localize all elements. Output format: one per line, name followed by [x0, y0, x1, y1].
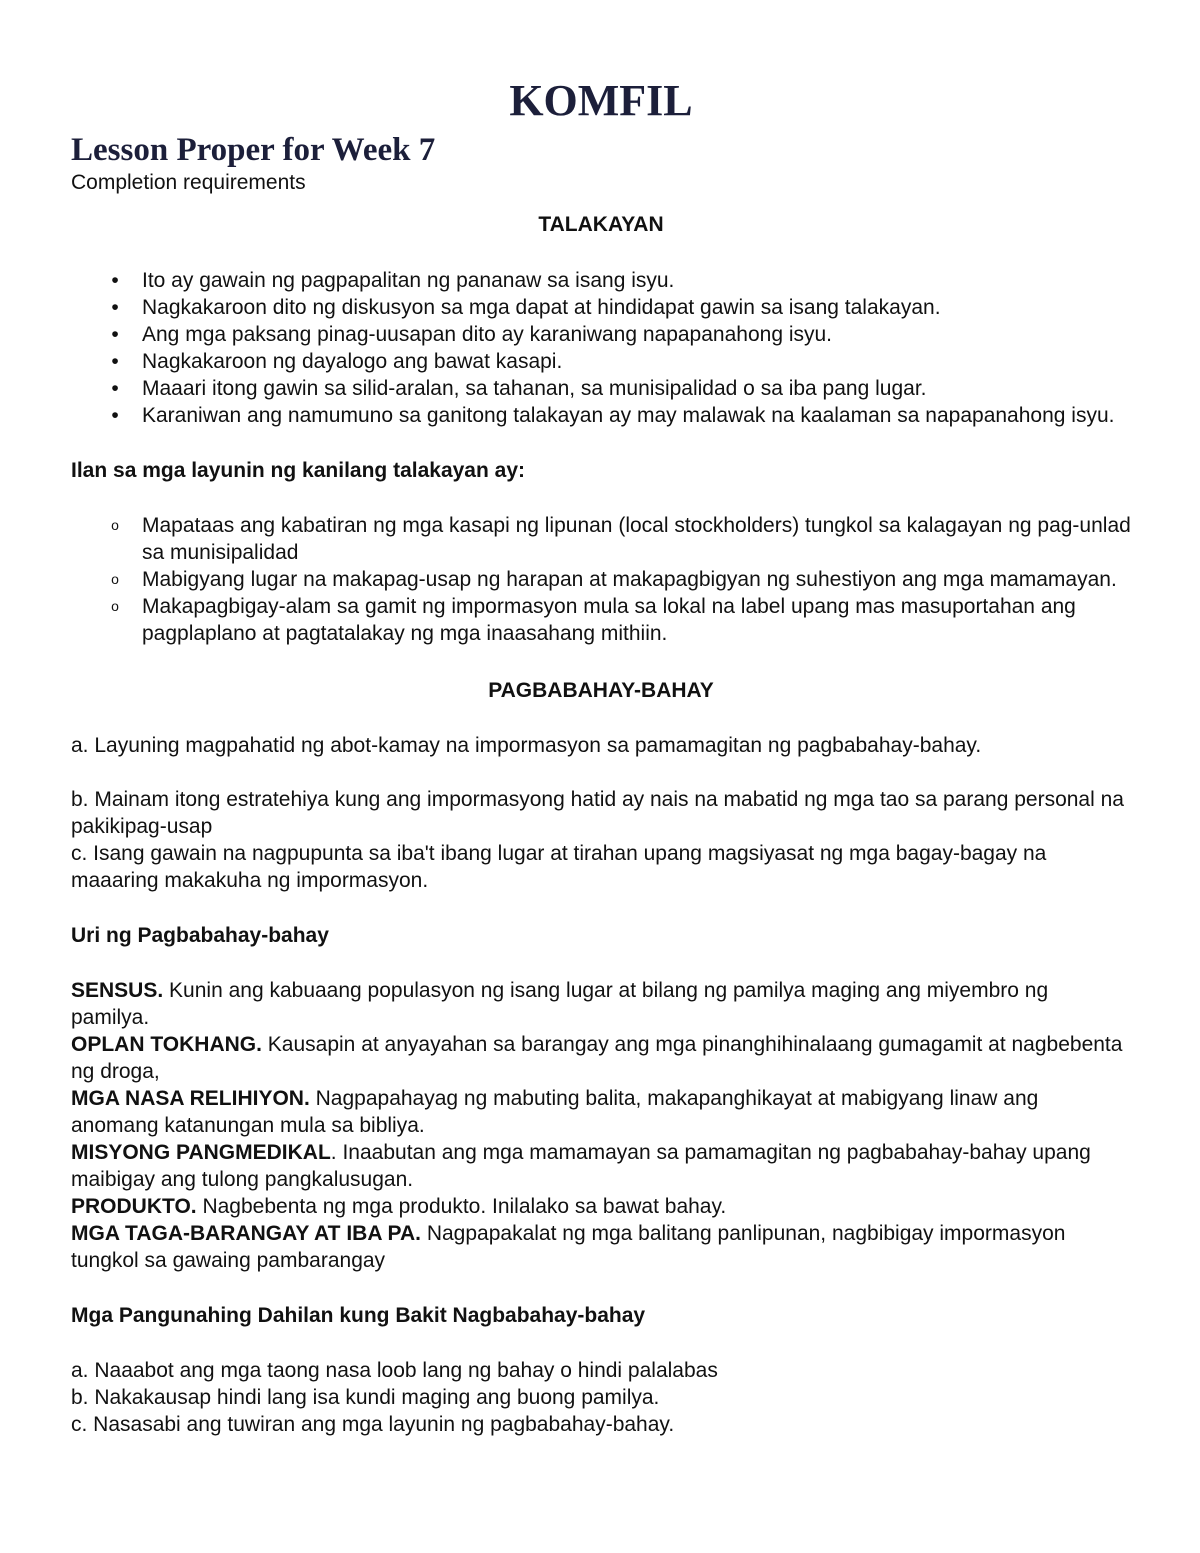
bullet-icon: • — [111, 350, 119, 373]
talakayan-bullet-list — [71, 267, 1131, 429]
list-item: • Karaniwan ang namumuno sa ganitong talakayan ay may malawak na kaalaman sa napapanahong isyu. — [71, 402, 1131, 429]
bullet-icon: • — [111, 296, 119, 319]
list-item: • Nagkakaroon ng dayalogo ang bawat kasapi. — [71, 348, 1131, 375]
list-item: • Maaari itong gawin sa silid-aralan, sa tahanan, sa munisipalidad o sa iba pang lugar. — [71, 375, 1131, 402]
circle-bullet-icon: o — [111, 571, 119, 587]
bullet-icon: • — [111, 377, 119, 400]
list-item: • Nagkakaroon dito ng diskusyon sa mga dapat at hindidapat gawin sa isang talakayan. — [71, 294, 1131, 321]
list-item: MGA TAGA-BARANGAY AT IBA PA. Nagpapakalat ng mga balitang panlipunan, nagbibigay impormasyon tungkol sa gawaing pambarangay — [71, 1222, 1066, 1272]
dahilan-heading: Mga Pangunahing Dahilan kung Bakit Nagbabahay-bahay — [71, 1304, 646, 1327]
list-item: OPLAN TOKHANG. Kausapin at anyayahan sa barangay ang mga pinanghihinalaang gumagamit at nagbebenta ng droga, — [71, 1033, 1123, 1083]
layunin-heading: Ilan sa mga layunin ng kanilang talakayan ay: — [71, 459, 525, 482]
type-label: MGA TAGA-BARANGAY AT IBA PA. — [71, 1222, 421, 1245]
bullet-icon: • — [111, 323, 119, 346]
list-item: • Ang mga paksang pinag-uusapan dito ay karaniwang napapanahong isyu. — [71, 321, 1131, 348]
pagbabahay-item-c: c. Isang gawain na nagpupunta sa iba't ibang lugar at tirahan upang magsiyasat ng mga bagay-bagay na maaaring makakuha ng impormasyon. — [71, 842, 1047, 892]
list-item: PRODUKTO. Nagbebenta ng mga produkto. Inilalako sa bawat bahay. — [71, 1195, 727, 1218]
layunin-list — [71, 512, 1131, 647]
list-item: • Ito ay gawain ng pagpapalitan ng pananaw sa isang isyu. — [71, 267, 1131, 294]
type-label: MGA NASA RELIHIYON. — [71, 1087, 310, 1110]
completion-requirements: Completion requirements — [71, 171, 306, 194]
page-title: KOMFIL — [509, 76, 693, 125]
uri-list — [71, 977, 1131, 1274]
talakayan-heading: TALAKAYAN — [538, 213, 664, 236]
dahilan-list — [71, 1357, 1131, 1438]
uri-heading: Uri ng Pagbabahay-bahay — [71, 924, 329, 947]
circle-bullet-icon: o — [111, 517, 119, 533]
bullet-icon: • — [111, 269, 119, 292]
list-item: o Mapataas ang kabatiran ng mga kasapi ng lipunan (local stockholders) tungkol sa kalagayan ng pag-unlad sa munisipalidad — [71, 512, 1131, 566]
lesson-title: Lesson Proper for Week 7 — [71, 132, 436, 168]
pagbabahay-heading: PAGBABAHAY-BAHAY — [488, 679, 714, 702]
list-item: b. Nakakausap hindi lang isa kundi maging ang buong pamilya. — [71, 1386, 660, 1409]
list-item: MGA NASA RELIHIYON. Nagpapahayag ng mabuting balita, makapanghikayat at mabigyang linaw ang anomang katanungan mula sa bibliya. — [71, 1087, 1039, 1137]
circle-bullet-icon: o — [111, 598, 119, 614]
type-label: OPLAN TOKHANG. — [71, 1033, 262, 1056]
list-item: a. Naaabot ang mga taong nasa loob lang ng bahay o hindi palalabas — [71, 1359, 718, 1382]
pagbabahay-item-b: b. Mainam itong estratehiya kung ang impormasyong hatid ay nais na mabatid ng mga tao sa parang personal na pakikipag-usap — [71, 788, 1124, 838]
bullet-icon: • — [111, 404, 119, 427]
type-label: MISYONG PANGMEDIKAL — [71, 1141, 331, 1164]
list-item: MISYONG PANGMEDIKAL. Inaabutan ang mga mamamayan sa pamamagitan ng pagbabahay-bahay upang maibigay ang tulong pangkalusugan. — [71, 1141, 1091, 1191]
type-label: SENSUS. — [71, 979, 164, 1002]
list-item: o Makapagbigay-alam sa gamit ng impormasyon mula sa lokal na label upang mas masuportahan ang pagplaplano at pagtatalakay ng mga inaasahang mithiin. — [71, 593, 1131, 647]
list-item: o Mabigyang lugar na makapag-usap ng harapan at makapagbigyan ng suhestiyon ang mga mamamayan. — [71, 566, 1131, 593]
pagbabahay-item-a: a. Layuning magpahatid ng abot-kamay na impormasyon sa pamamagitan ng pagbabahay-bahay. — [71, 734, 982, 757]
type-label: PRODUKTO. — [71, 1195, 197, 1218]
document-page — [71, 0, 1131, 1438]
list-item: SENSUS. Kunin ang kabuaang populasyon ng isang lugar at bilang ng pamilya maging ang miyembro ng pamilya. — [71, 979, 1049, 1029]
list-item: c. Nasasabi ang tuwiran ang mga layunin ng pagbabahay-bahay. — [71, 1413, 675, 1436]
